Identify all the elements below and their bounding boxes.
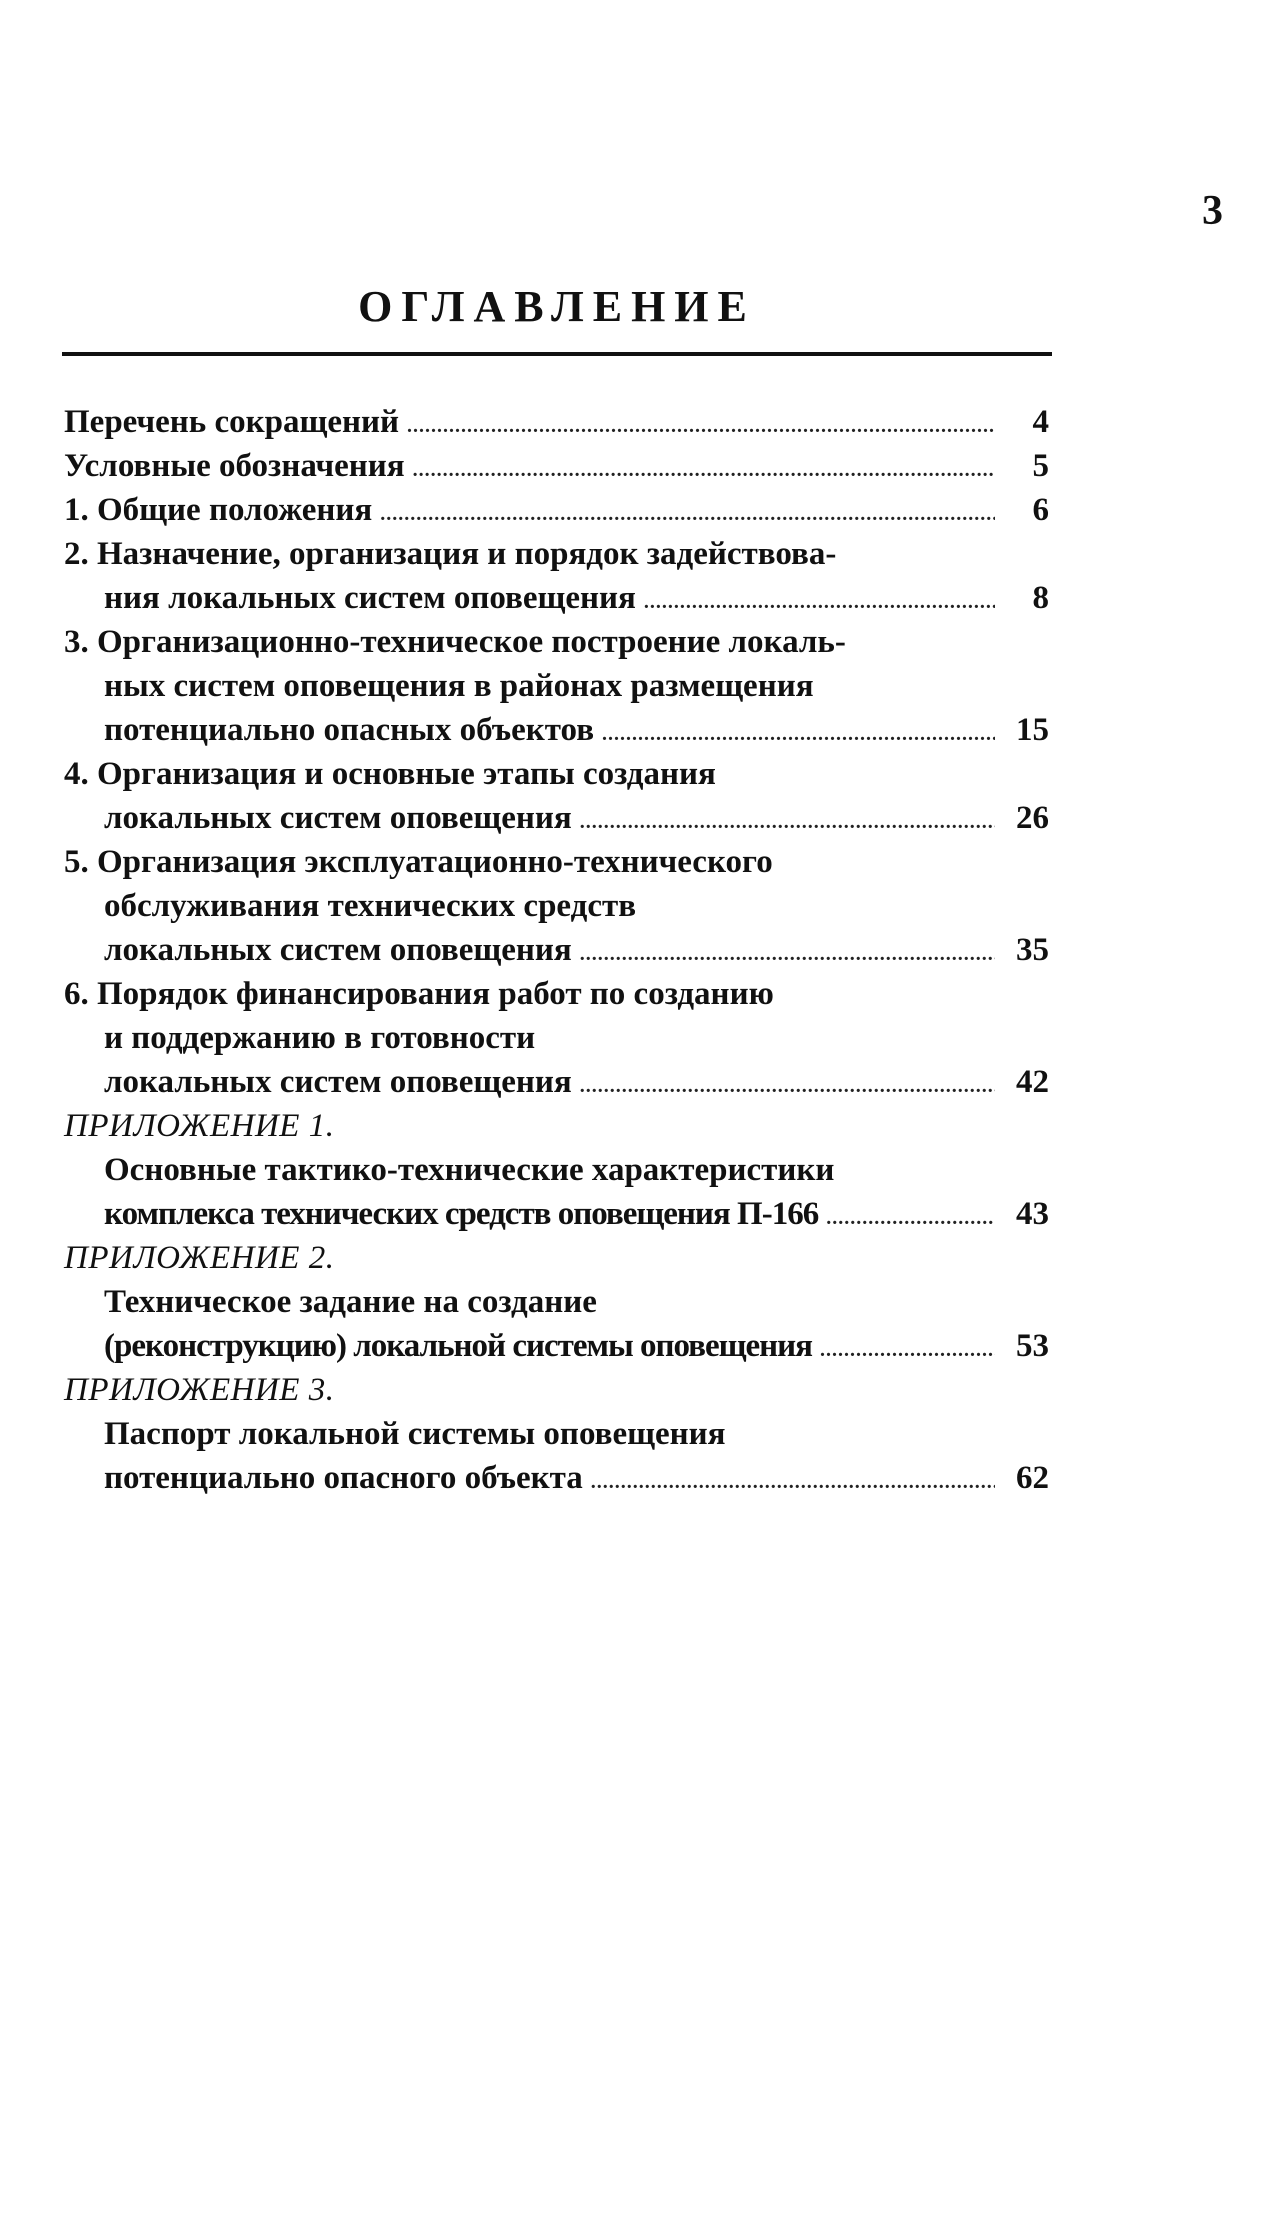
toc-entry-text: Перечень сокращений [64, 404, 400, 440]
toc-entry-text: локальных систем оповещения [104, 932, 572, 968]
toc-page-number: 26 [1016, 800, 1049, 836]
toc-page-number: 8 [1032, 580, 1049, 616]
dot-leader [413, 444, 995, 492]
toc-entry-text: Условные обозначения [64, 448, 405, 484]
toc-page-number: 35 [1016, 932, 1049, 968]
toc-page-number: 42 [1016, 1064, 1049, 1100]
toc-entry-appendix-2[interactable] [64, 1236, 1049, 1368]
toc-entry-text: ния локальных систем оповещения [104, 580, 636, 616]
dot-leader [580, 1060, 995, 1108]
appendix-label: ПРИЛОЖЕНИЕ 3. [64, 1372, 335, 1408]
toc-entry-text: 5. Организация эксплуатационно-технического [64, 844, 773, 880]
toc-entry-text: 1. Общие положения [64, 492, 373, 528]
toc-page-number: 62 [1016, 1460, 1049, 1496]
toc-page-number: 15 [1016, 712, 1049, 748]
toc-page-number: 53 [1016, 1328, 1049, 1364]
appendix-label: ПРИЛОЖЕНИЕ 1. [64, 1108, 335, 1144]
toc-entry-text: 2. Назначение, организация и порядок задействова- [64, 536, 837, 572]
toc-entry-text: Паспорт локальной системы оповещения [104, 1416, 726, 1452]
toc-entry-symbols[interactable] [64, 444, 1049, 488]
toc-entry-abbreviations[interactable] [64, 400, 1049, 444]
toc-entry-section-1[interactable] [64, 488, 1049, 532]
toc-entry-text: и поддержанию в готовности [104, 1020, 536, 1056]
toc-entry-text: потенциально опасного объекта [104, 1460, 583, 1496]
appendix-label: ПРИЛОЖЕНИЕ 2. [64, 1240, 335, 1276]
toc-entry-section-6[interactable] [64, 972, 1049, 1104]
toc-entry-text: локальных систем оповещения [104, 1064, 572, 1100]
toc-entry-section-4[interactable] [64, 752, 1049, 840]
title-underline [62, 352, 1052, 356]
dot-leader [826, 1192, 995, 1240]
page-number: 3 [1202, 188, 1223, 234]
toc-entry-text: 3. Организационно-техническое построение локаль- [64, 624, 846, 660]
dot-leader [380, 488, 995, 536]
dot-leader [644, 576, 995, 624]
toc-entry-appendix-1[interactable] [64, 1104, 1049, 1236]
dot-leader [591, 1456, 995, 1504]
toc-page-number: 43 [1016, 1196, 1049, 1232]
dot-leader [580, 928, 995, 976]
toc-entry-text: потенциально опасных объектов [104, 712, 595, 748]
toc-entry-text: обслуживания технических средств [104, 888, 637, 924]
table-of-contents [64, 400, 1049, 1500]
toc-entry-text: 6. Порядок финансирования работ по созданию [64, 976, 774, 1012]
dot-leader [820, 1324, 995, 1372]
dot-leader [580, 796, 995, 844]
toc-page-number: 6 [1032, 492, 1049, 528]
toc-entry-text: Основные тактико-технические характеристики [104, 1152, 835, 1188]
toc-entry-section-3[interactable] [64, 620, 1049, 752]
dot-leader [407, 400, 995, 448]
page-title: ОГЛАВЛЕНИЕ [358, 282, 756, 331]
toc-entry-text: Техническое задание на создание [104, 1284, 597, 1320]
toc-entry-text: локальных систем оповещения [104, 800, 572, 836]
toc-page-number: 5 [1032, 448, 1049, 484]
toc-entry-section-2[interactable] [64, 532, 1049, 620]
toc-entry-text: 4. Организация и основные этапы создания [64, 756, 716, 792]
toc-entry-text: (реконструкцию) локальной системы оповещения [104, 1328, 813, 1364]
toc-entry-section-5[interactable] [64, 840, 1049, 972]
toc-entry-appendix-3[interactable] [64, 1368, 1049, 1500]
toc-page-number: 4 [1032, 404, 1049, 440]
dot-leader [602, 708, 995, 756]
toc-entry-text: ных систем оповещения в районах размещения [104, 668, 814, 704]
toc-entry-text: комплекса технических средств оповещения П-166 [104, 1196, 819, 1232]
